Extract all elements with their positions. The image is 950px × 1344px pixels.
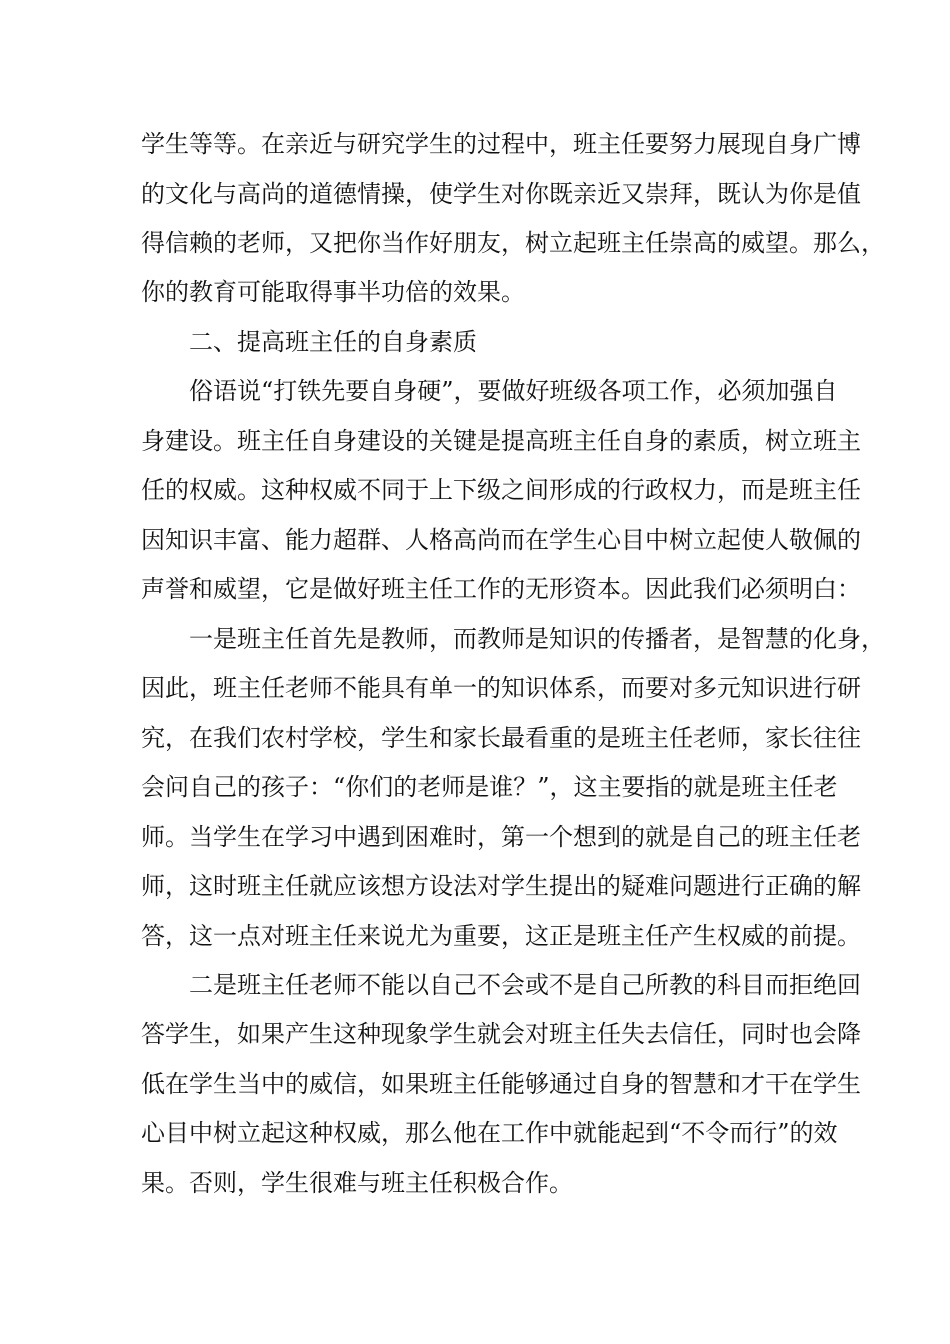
paragraph-2-line-1: 俗语说“打铁先要自身硬”，要做好班级各项工作，必须加强自 bbox=[189, 377, 838, 405]
paragraph-3-line-7: 答，这一点对班主任来说尤为重要，这正是班主任产生权威的前提。 bbox=[141, 922, 861, 950]
paragraph-4-line-3: 低在学生当中的威信，如果班主任能够通过自身的智慧和才干在学生 bbox=[141, 1070, 861, 1098]
paragraph-4-line-4: 心目中树立起这种权威，那么他在工作中就能起到“不令而行”的效 bbox=[141, 1119, 838, 1147]
paragraph-2-line-3: 任的权威。这种权威不同于上下级之间形成的行政权力，而是班主任 bbox=[141, 476, 861, 504]
paragraph-3-line-5: 师。当学生在学习中遇到困难时，第一个想到的就是自己的班主任老 bbox=[141, 823, 861, 851]
paragraph-2-line-2: 身建设。班主任自身建设的关键是提高班主任自身的素质，树立班主 bbox=[141, 427, 861, 455]
paragraph-2-line-5: 声誉和威望，它是做好班主任工作的无形资本。因此我们必须明白： bbox=[141, 575, 861, 603]
paragraph-4-line-2: 答学生，如果产生这种现象学生就会对班主任失去信任，同时也会降 bbox=[141, 1020, 861, 1048]
paragraph-3-line-2: 因此，班主任老师不能具有单一的知识体系，而要对多元知识进行研 bbox=[141, 674, 861, 702]
paragraph-3-line-3: 究，在我们农村学校，学生和家长最看重的是班主任老师，家长往往 bbox=[141, 724, 861, 752]
paragraph-1-line-3: 得信赖的老师，又把你当作好朋友，树立起班主任崇高的威望。那么， bbox=[141, 229, 885, 257]
paragraph-1-line-4: 你的教育可能取得事半功倍的效果。 bbox=[141, 278, 525, 306]
paragraph-2-line-4: 因知识丰富、能力超群、人格高尚而在学生心目中树立起使人敬佩的 bbox=[141, 526, 861, 554]
paragraph-4-line-5: 果。否则，学生很难与班主任积极合作。 bbox=[141, 1169, 573, 1197]
paragraph-3-line-4: 会问自己的孩子：“你们的老师是谁？”，这主要指的就是班主任老 bbox=[141, 773, 838, 801]
paragraph-3-line-6: 师，这时班主任就应该想方设法对学生提出的疑难问题进行正确的解 bbox=[141, 872, 861, 900]
paragraph-3-line-1: 一是班主任首先是教师，而教师是知识的传播者，是智慧的化身， bbox=[189, 625, 885, 653]
paragraph-1-line-2: 的文化与高尚的道德情操，使学生对你既亲近又崇拜，既认为你是值 bbox=[141, 180, 861, 208]
paragraph-1-line-1: 学生等等。在亲近与研究学生的过程中，班主任要努力展现自身广博 bbox=[141, 130, 861, 158]
paragraph-4-line-1: 二是班主任老师不能以自己不会或不是自己所教的科目而拒绝回 bbox=[189, 971, 861, 999]
section-heading: 二、提高班主任的自身素质 bbox=[189, 328, 477, 356]
